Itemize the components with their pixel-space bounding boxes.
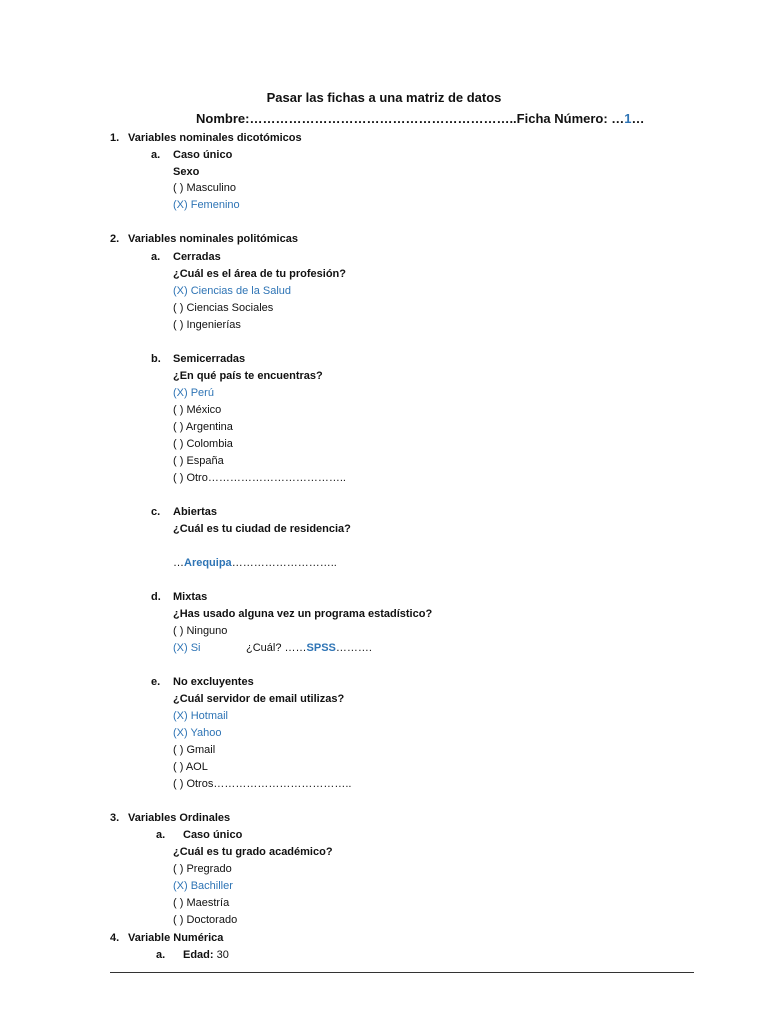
- option-femenino: (X) Femenino: [173, 199, 240, 211]
- option-ciencias-sociales: ( ) Ciencias Sociales: [173, 302, 274, 314]
- option-peru: (X) Perú: [173, 387, 214, 399]
- s2-b-letter: b.: [151, 353, 161, 365]
- edad-value: 30: [213, 949, 229, 961]
- option-aol: ( ) AOL: [173, 761, 208, 773]
- option-hotmail: (X) Hotmail: [173, 710, 229, 722]
- s2-b-question: ¿En qué país te encuentras?: [173, 370, 323, 382]
- s2-d-letter: d.: [151, 591, 161, 603]
- option-gmail: ( ) Gmail: [173, 744, 216, 756]
- option-maestria: ( ) Maestría: [173, 897, 230, 909]
- cual-suffix: ……….: [335, 642, 372, 654]
- section-1-number: 1.: [110, 132, 120, 144]
- cual-answer: SPSS: [306, 642, 336, 654]
- edad-label: Edad:: [183, 949, 214, 961]
- s2-d-label: Mixtas: [173, 591, 208, 603]
- s3-a-letter: a.: [156, 829, 166, 841]
- cual-label: ¿Cuál? ……: [246, 642, 307, 654]
- option-yahoo: (X) Yahoo: [173, 727, 222, 739]
- s2-d-question: ¿Has usado alguna vez un programa estadístico?: [173, 608, 433, 620]
- option-pregrado: ( ) Pregrado: [173, 863, 232, 875]
- s2-a-question: ¿Cuál es el área de tu profesión?: [173, 268, 346, 280]
- edad-line: [183, 948, 229, 962]
- s4-a-letter: a.: [156, 949, 166, 961]
- option-masculino: ( ) Masculino: [173, 182, 236, 194]
- option-ingenierias: ( ) Ingenierías: [173, 319, 241, 331]
- option-otros: ( ) Otros………………………………..: [173, 778, 352, 790]
- answer-ciudad-value: Arequipa: [184, 557, 232, 569]
- s1-a-letter: a.: [151, 149, 161, 161]
- s1-a-question: Sexo: [173, 166, 200, 178]
- s1-a-label: Caso único: [173, 149, 233, 161]
- option-ciencias-salud: (X) Ciencias de la Salud: [173, 285, 292, 297]
- footer-rule: [110, 972, 694, 973]
- nombre-line: [196, 112, 645, 126]
- document-title: Pasar las fichas a una matriz de datos: [266, 90, 502, 105]
- option-bachiller: (X) Bachiller: [173, 880, 233, 892]
- answer-ciudad-prefix: …: [173, 557, 184, 569]
- s2-e-letter: e.: [151, 676, 161, 688]
- option-doctorado: ( ) Doctorado: [173, 914, 238, 926]
- ficha-number: 1: [624, 111, 632, 126]
- section-3-heading: Variables Ordinales: [128, 812, 231, 824]
- s3-a-question: ¿Cuál es tu grado académico?: [173, 846, 333, 858]
- s2-a-letter: a.: [151, 251, 161, 263]
- option-mexico: ( ) México: [173, 404, 222, 416]
- cual-line: [246, 641, 372, 655]
- section-2-heading: Variables nominales politómicas: [128, 233, 298, 245]
- option-otro: ( ) Otro………………………………..: [173, 472, 346, 484]
- answer-ciudad-suffix: ………………………..: [231, 557, 337, 569]
- s2-b-label: Semicerradas: [173, 353, 246, 365]
- s2-a-label: Cerradas: [173, 251, 221, 263]
- nombre-label: Nombre:……………………………………………………..Ficha Número: …: [196, 111, 625, 126]
- answer-ciudad: [173, 556, 337, 570]
- section-3-number: 3.: [110, 812, 120, 824]
- section-2-number: 2.: [110, 233, 120, 245]
- option-espana: ( ) España: [173, 455, 224, 467]
- option-argentina: ( ) Argentina: [173, 421, 233, 433]
- section-4-number: 4.: [110, 932, 120, 944]
- s3-a-label: Caso único: [183, 829, 243, 841]
- option-colombia: ( ) Colombia: [173, 438, 233, 450]
- s2-c-question: ¿Cuál es tu ciudad de residencia?: [173, 523, 351, 535]
- option-ninguno: ( ) Ninguno: [173, 625, 228, 637]
- nombre-suffix: …: [631, 111, 645, 126]
- section-4-heading: Variable Numérica: [128, 932, 224, 944]
- option-si: (X) Si: [173, 642, 201, 654]
- section-1-heading: Variables nominales dicotómicos: [128, 132, 302, 144]
- s2-e-question: ¿Cuál servidor de email utilizas?: [173, 693, 345, 705]
- s2-c-label: Abiertas: [173, 506, 218, 518]
- s2-e-label: No excluyentes: [173, 676, 254, 688]
- s2-c-letter: c.: [151, 506, 161, 518]
